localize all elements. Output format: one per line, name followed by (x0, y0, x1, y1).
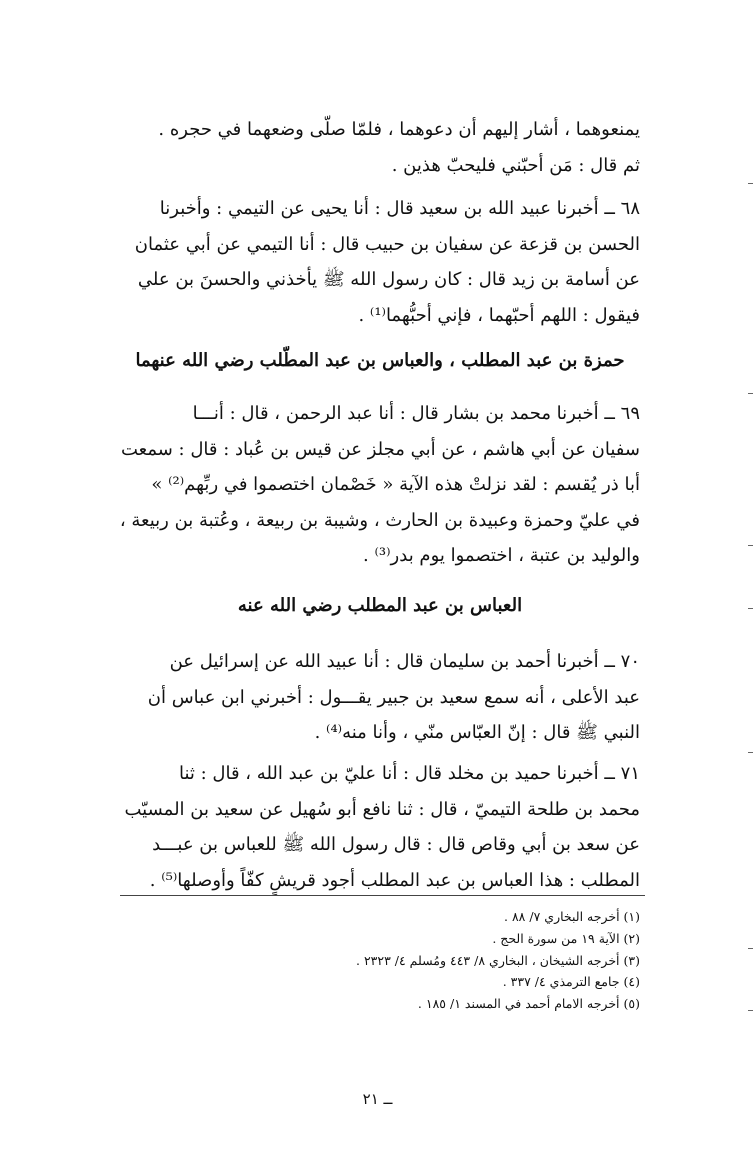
text-line: ٦٩ ــ أخبرنا محمد بن بشار قال : أنا عبد الرحمن ، قال : أنـــا (192, 403, 640, 424)
scan-margin-mark (748, 393, 753, 394)
text-line: في عليّ وحمزة وعبيدة بن الحارث ، وشيبة بن ربيعة ، وعُتبة بن ربيعة ، (120, 509, 640, 531)
page-number: ــ ٢١ (362, 1090, 393, 1108)
text-line: عن أسامة بن زيد قال : كان رسول الله ﷺ يأخذني والحسنَ بن علي (137, 269, 640, 290)
text-line: الحسن بن قزعة عن سفيان بن حبيب قال : أنا التيمي عن أبي عثمان (134, 233, 640, 255)
hadith-70 (120, 644, 640, 751)
scan-margin-mark (748, 545, 753, 546)
footnote-item: (٢) الآية ١٩ من سورة الحج . (492, 930, 640, 946)
text-line: محمد بن طلحة التيميّ ، قال : ثنا نافع أبو سُهيل عن سعيد بن المسيّب (124, 798, 640, 820)
text-line: ٧٠ ــ أخبرنا أحمد بن سليمان قال : أنا عبيد الله عن إسرائيل عن (169, 651, 640, 672)
text-line: ثم قال : مَن أحبّني فليحبّ هذين . (391, 154, 640, 176)
text-line: يمنعوهما ، أشار إليهم أن دعوهما ، فلمّا صلّى وضعهما في حجره . (158, 119, 640, 140)
scan-margin-mark (748, 948, 753, 949)
section-heading-abbas: العباس بن عبد المطلب رضي الله عنه (237, 595, 523, 616)
text-line: ٦٨ ــ أخبرنا عبيد الله بن سعيد قال : أنا يحيى عن التيمي : وأخبرنا (159, 198, 640, 219)
scan-margin-mark (748, 608, 753, 609)
text-line: المطلب : هذا العباس بن عبد المطلب أجود قريشٍ كفّاً وأوصلها⁽⁵⁾ . (149, 869, 640, 891)
section-heading-hamza-abbas: حمزة بن عبد المطلب ، والعباس بن عبد المطّلب رضي الله عنهما (135, 350, 625, 371)
text-line: عبد الأعلى ، أنه سمع سعيد بن جبير يقـــول : أخبرني ابن عباس أن (147, 686, 640, 708)
text-line: عن سعد بن أبي وقاص قال : قال رسول الله ﷺ للعباس بن عبـــد (152, 834, 640, 855)
scan-margin-mark (748, 1010, 753, 1011)
text-line: سفيان عن أبي هاشم ، عن أبي مجلز عن قيس بن عُباد : قال : سمعت (120, 438, 640, 460)
scan-margin-mark (748, 183, 753, 184)
hadith-71 (120, 756, 640, 898)
hadith-69 (120, 396, 640, 574)
footnote-item: (١) أخرجه البخاري ٧/ ٨٨ . (504, 909, 640, 924)
text-line: والوليد بن عتبة ، اختصموا يوم بدر⁽³⁾ . (363, 545, 640, 566)
scan-margin-mark (748, 752, 753, 753)
footnote-item: (٥) أخرجه الامام أحمد في المسند ١/ ١٨٥ . (417, 996, 640, 1012)
text-line: النبي ﷺ قال : إنّ العبّاس منّي ، وأنا منه⁽⁴⁾ . (314, 722, 640, 743)
footnotes (120, 906, 640, 1015)
text-line: فيقول : اللهم أحبّهما ، فإني أحبُّهما⁽¹⁾ . (358, 304, 640, 326)
text-line: ٧١ ــ أخبرنا حميد بن مخلد قال : أنا عليّ بن عبد الله ، قال : ثنا (178, 763, 640, 784)
intro-paragraph (120, 112, 640, 183)
footnote-item: (٣) أخرجه الشيخان ، البخاري ٨/ ٤٤٣ ومُسلم ٤/ ٢٣٢٣ . (355, 952, 640, 968)
hadith-68 (120, 191, 640, 333)
footnote-item: (٤) جامع الترمذي ٤/ ٣٣٧ . (502, 974, 640, 990)
text-line: أبا ذر يُقسم : لقد نزلتْ هذه الآية « خَصْمان اختصموا في ربِّهم⁽²⁾ » (151, 474, 640, 495)
footnote-divider (120, 895, 645, 896)
